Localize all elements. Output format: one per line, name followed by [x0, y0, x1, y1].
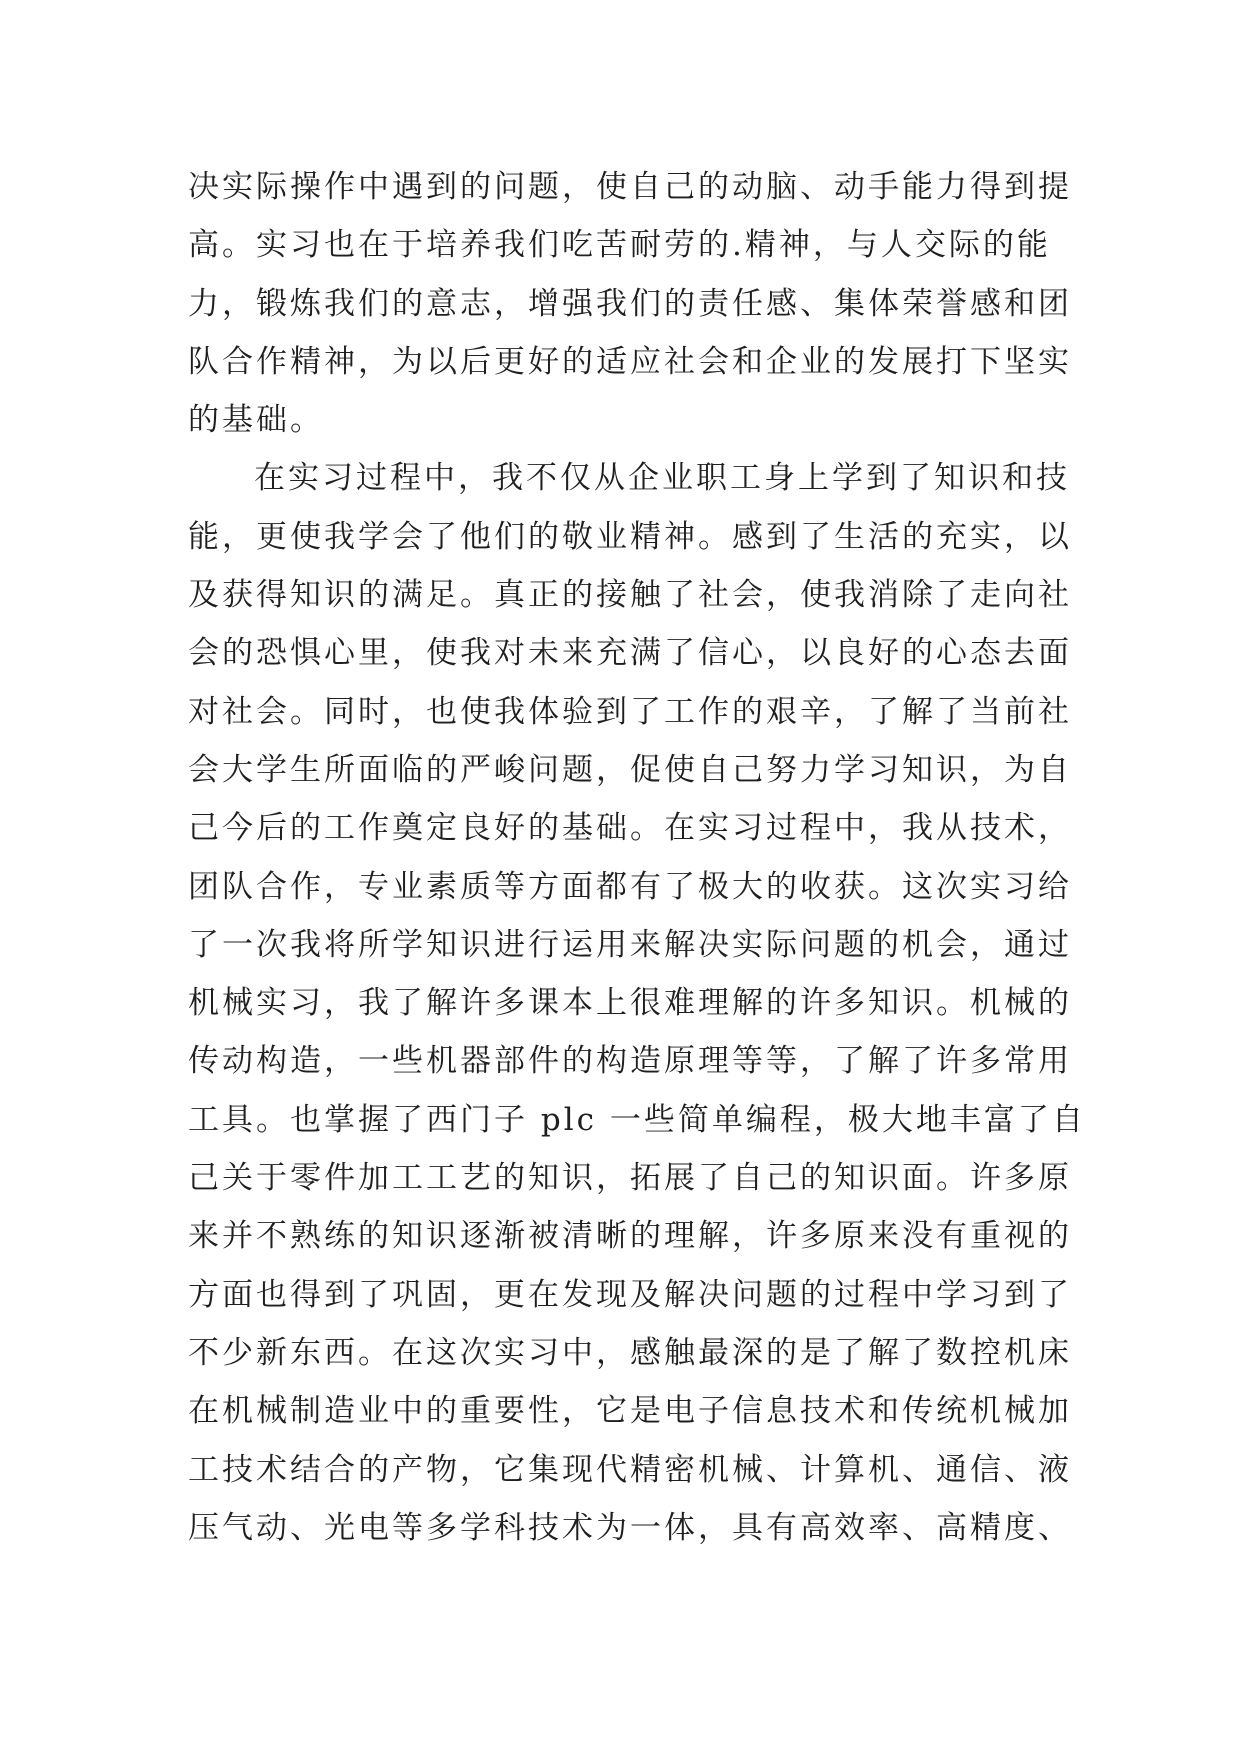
text-line: 决实际操作中遇到的问题，使自己的动脑、动手能力得到提 — [188, 169, 1072, 205]
text-line: 压气动、光电等多学科技术为一体，具有高效率、高精度、 — [188, 1509, 1072, 1546]
text-line: 来并不熟练的知识逐渐被清晰的理解，许多原来没有重视的 — [188, 1218, 1072, 1255]
text-line: 会大学生所面临的严峻问题，促使自己努力学习知识，为自 — [188, 751, 1072, 788]
text-line: 己今后的工作奠定良好的基础。在实习过程中，我从技术， — [188, 810, 1072, 847]
text-line: 对社会。同时，也使我体验到了工作的艰辛，了解了当前社 — [188, 693, 1072, 730]
text-line: 力，锻炼我们的意志，增强我们的责任感、集体荣誉感和团 — [188, 285, 1072, 322]
text-line: 及获得知识的满足。真正的接触了社会，使我消除了走向社 — [188, 577, 1072, 614]
body-text — [188, 158, 1086, 1557]
text-line: 团队合作，专业素质等方面都有了极大的收获。这次实习给 — [188, 868, 1072, 905]
text-line: 工具。也掌握了西门子 plc 一些简单编程，极大地丰富了自 — [188, 1101, 1086, 1138]
text-line: 方面也得到了巩固，更在发现及解决问题的过程中学习到了 — [188, 1276, 1072, 1313]
text-line: 高。实习也在于培养我们吃苦耐劳的.精神，与人交际的能 — [188, 227, 1051, 264]
text-line: 的基础。 — [188, 402, 324, 439]
text-line: 机械实习，我了解许多课本上很难理解的许多知识。机械的 — [188, 985, 1072, 1022]
text-line: 不少新东西。在这次实习中，感触最深的是了解了数控机床 — [188, 1334, 1072, 1371]
paragraph-start-line: 在实习过程中，我不仅从企业职工身上学到了知识和技 — [254, 460, 1070, 497]
text-line: 会的恐惧心里，使我对未来充满了信心，以良好的心态去面 — [188, 635, 1072, 672]
text-line: 己关于零件加工工艺的知识，拓展了自己的知识面。许多原 — [188, 1160, 1072, 1197]
text-line: 队合作精神，为以后更好的适应社会和企业的发展打下坚实 — [188, 343, 1072, 380]
text-line: 传动构造，一些机器部件的构造原理等等，了解了许多常用 — [188, 1043, 1072, 1080]
text-line: 工技术结合的产物，它集现代精密机械、计算机、通信、液 — [188, 1451, 1072, 1488]
text-line: 在机械制造业中的重要性，它是电子信息技术和传统机械加 — [188, 1393, 1072, 1430]
text-line: 能，更使我学会了他们的敬业精神。感到了生活的充实，以 — [188, 518, 1072, 555]
text-line: 了一次我将所学知识进行运用来解决实际问题的机会，通过 — [188, 926, 1072, 963]
